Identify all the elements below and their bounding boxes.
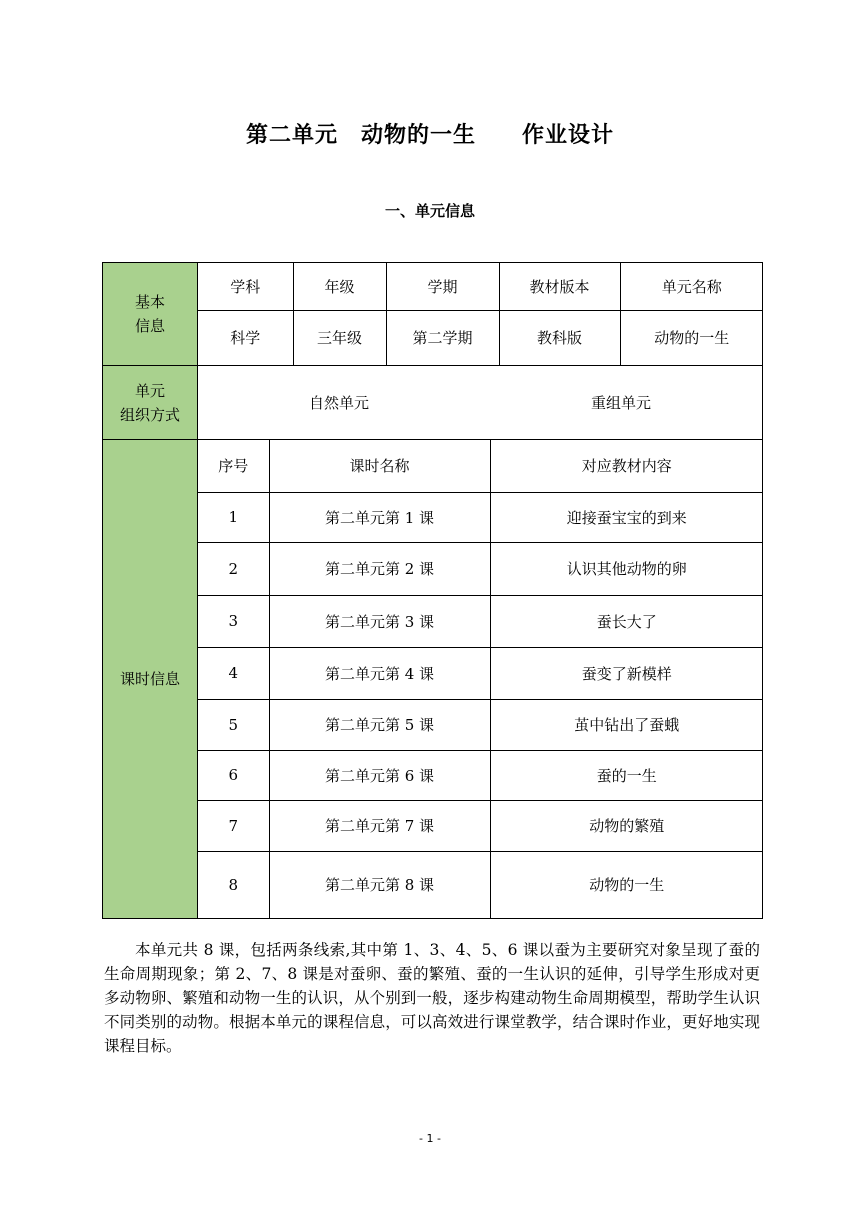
lesson-content: 蚕变了新模样 — [490, 647, 763, 699]
header-lesson-name: 课时名称 — [269, 440, 490, 492]
lesson-name: 第二单元第 8 课 — [269, 851, 490, 918]
basic-info-grid — [198, 263, 763, 365]
lesson-number: 3 — [198, 595, 269, 647]
lesson-number: 5 — [198, 699, 269, 750]
lesson-number: 7 — [198, 800, 269, 851]
organization-regrouped-unit: 重组单元 — [590, 394, 651, 412]
unit-info-table — [102, 262, 763, 919]
lesson-content: 蚕的一生 — [490, 750, 763, 800]
header-grade: 年级 — [293, 263, 386, 310]
lesson-number: 4 — [198, 647, 269, 699]
page-number: - 1 - — [419, 1132, 441, 1145]
organization-label: 单元 组织方式 — [103, 366, 198, 440]
header-semester: 学期 — [386, 263, 499, 310]
table-row — [198, 492, 763, 542]
lesson-number: 8 — [198, 851, 269, 918]
lesson-name: 第二单元第 3 课 — [269, 595, 490, 647]
table-row — [198, 800, 763, 851]
organization-grid — [198, 366, 762, 439]
lesson-content: 认识其他动物的卵 — [490, 542, 763, 595]
lesson-name: 第二单元第 5 课 — [269, 699, 490, 750]
basic-info-label: 基本 信息 — [103, 263, 198, 366]
lesson-number: 6 — [198, 750, 269, 800]
lesson-name: 第二单元第 2 课 — [269, 542, 490, 595]
table-row — [198, 595, 763, 647]
lesson-content: 迎接蚕宝宝的到来 — [490, 492, 763, 542]
lesson-number: 1 — [198, 492, 269, 542]
value-subject: 科学 — [198, 310, 293, 365]
section-heading: 一、单元信息 — [384, 202, 475, 220]
value-textbook-edition: 教科版 — [499, 310, 620, 365]
lessons-grid — [198, 440, 763, 918]
header-textbook-edition: 教材版本 — [499, 263, 620, 310]
lesson-name: 第二单元第 1 课 — [269, 492, 490, 542]
lesson-name: 第二单元第 4 课 — [269, 647, 490, 699]
document-title: 第二单元 动物的一生 作业设计 — [245, 123, 614, 148]
summary-text: 本单元共 8 课，包括两条线索,其中第 1、3、4、5、6 课以蚕为主要研究对象呈现了蚕的生命周期现象；第 2、7、8 课是对蚕卵、蚕的繁殖、蚕的一生认识的延伸，引导学生形成对更多动物卵、繁殖和动物一生的认识，从个别到一般，逐步构建动物生命周期模型，帮助学生认识不同类别的动物。根据本单元的课程信息，可以高效进行课堂教学，结合课时作业，更好地实现课程目标。 — [104, 941, 760, 1055]
header-textbook-content: 对应教材内容 — [490, 440, 763, 492]
table-row — [198, 542, 763, 595]
lesson-number: 2 — [198, 542, 269, 595]
value-semester: 第二学期 — [386, 310, 499, 365]
value-unit-name: 动物的一生 — [620, 310, 763, 365]
header-number: 序号 — [198, 440, 269, 492]
lesson-name: 第二单元第 6 课 — [269, 750, 490, 800]
value-grade: 三年级 — [293, 310, 386, 365]
header-unit-name: 单元名称 — [620, 263, 763, 310]
header-subject: 学科 — [198, 263, 293, 310]
lessons-label: 课时信息 — [103, 440, 198, 919]
lesson-content: 动物的一生 — [490, 851, 763, 918]
unit-summary-paragraph — [104, 938, 760, 1058]
lesson-content: 蚕长大了 — [490, 595, 763, 647]
lesson-content: 动物的繁殖 — [490, 800, 763, 851]
lesson-content: 茧中钻出了蚕蛾 — [490, 699, 763, 750]
table-row — [198, 750, 763, 800]
table-row — [198, 851, 763, 918]
table-row — [198, 699, 763, 750]
table-row — [198, 647, 763, 699]
lesson-name: 第二单元第 7 课 — [269, 800, 490, 851]
organization-natural-unit: 自然单元 — [308, 394, 369, 412]
